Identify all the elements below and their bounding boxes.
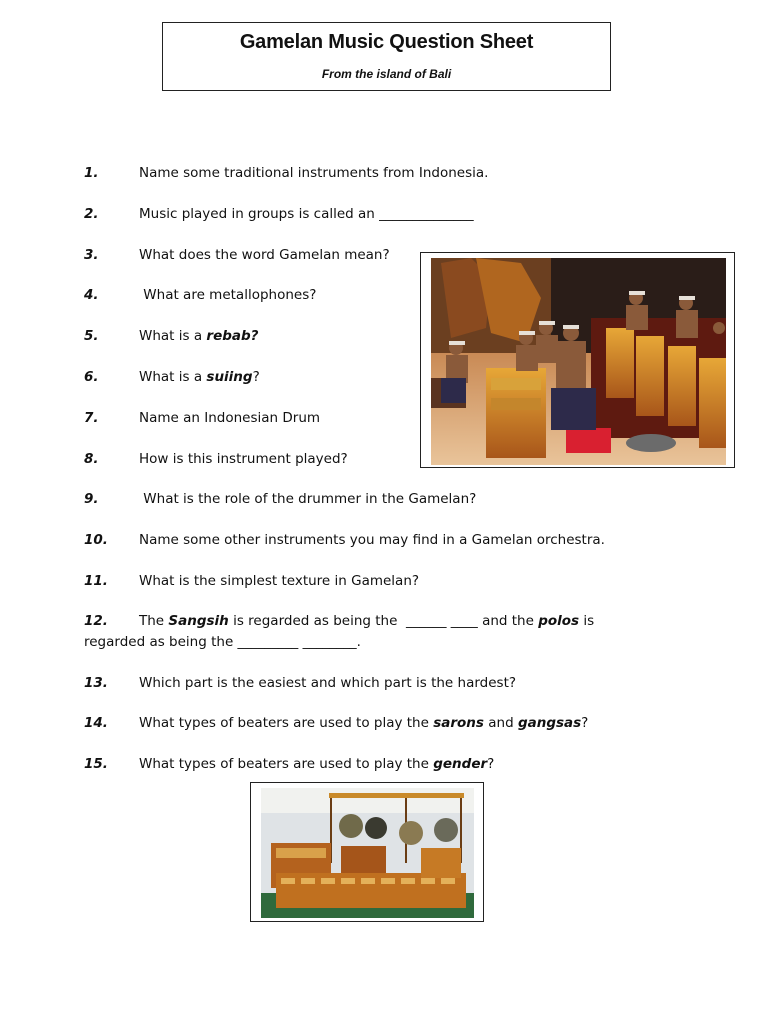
question-text: What is a [139, 328, 207, 344]
question-number: 5. [84, 328, 99, 344]
term-gender: gender [433, 756, 488, 772]
term-gangsas: gangsas [517, 715, 582, 731]
question-number: 11. [84, 573, 108, 589]
question-text-end: is [579, 613, 595, 629]
question-2 [84, 204, 474, 224]
question-12 [84, 611, 594, 631]
question-text: Music played in groups is called an ______________ [139, 206, 474, 222]
question-11 [84, 571, 419, 591]
term-suiing: suiing [206, 369, 253, 385]
question-text: Name some traditional instruments from Indonesia. [139, 165, 489, 181]
question-text: What is a [139, 369, 207, 385]
term-sarons: sarons [433, 715, 484, 731]
question-number: 4. [84, 287, 99, 303]
question-text-end: ? [487, 756, 495, 772]
question-text-end: ? [581, 715, 589, 731]
question-number: 13. [84, 675, 108, 691]
question-number: 12. [84, 613, 108, 629]
question-number: 14. [84, 715, 108, 731]
question-1 [84, 163, 488, 183]
question-text-end: ? [252, 369, 260, 385]
question-text: What are metallophones? [139, 287, 317, 303]
question-6 [84, 367, 260, 387]
question-text: Name some other instruments you may find in a Gamelan orchestra. [139, 532, 605, 548]
question-text: What is the role of the drummer in the Gamelan? [139, 491, 477, 507]
question-7 [84, 408, 320, 428]
question-5 [84, 326, 259, 346]
gamelan-orchestra-image [431, 258, 726, 465]
question-3 [84, 245, 390, 265]
question-number: 15. [84, 756, 108, 772]
question-text: What does the word Gamelan mean? [139, 247, 390, 263]
question-number: 6. [84, 369, 99, 385]
question-12-line-2: regarded as being the _________ ________. [84, 634, 361, 650]
question-4 [84, 285, 316, 305]
question-number: 10. [84, 532, 108, 548]
page-subtitle: From the island of Bali [321, 67, 452, 81]
question-text: What is the simplest texture in Gamelan? [139, 573, 420, 589]
question-13 [84, 673, 516, 693]
term-sangsih: Sangsih [168, 613, 229, 629]
page-title: Gamelan Music Question Sheet [239, 31, 534, 53]
question-text: Which part is the easiest and which part is the hardest? [139, 675, 517, 691]
question-8 [84, 449, 348, 469]
gamelan-instruments-photo [250, 782, 484, 922]
question-text: What types of beaters are used to play the [139, 715, 434, 731]
question-number: 3. [84, 247, 99, 263]
question-text: What types of beaters are used to play the [139, 756, 434, 772]
question-text: How is this instrument played? [139, 451, 348, 467]
question-14 [84, 713, 588, 733]
gamelan-instruments-image [261, 788, 474, 918]
question-15 [84, 754, 494, 774]
question-text: The [139, 613, 169, 629]
question-9 [84, 489, 476, 509]
question-number: 9. [84, 491, 99, 507]
question-number: 2. [84, 206, 99, 222]
question-number: 1. [84, 165, 99, 181]
question-text-mid: is regarded as being the ______ ____ and the [228, 613, 539, 629]
gamelan-orchestra-photo [420, 252, 735, 468]
question-text-mid: and [483, 715, 518, 731]
question-text: Name an Indonesian Drum [139, 410, 321, 426]
question-number: 7. [84, 410, 99, 426]
question-10 [84, 530, 605, 550]
question-number: 8. [84, 451, 99, 467]
term-rebab: rebab? [206, 328, 259, 344]
title-box [162, 22, 611, 91]
term-polos: polos [538, 613, 580, 629]
